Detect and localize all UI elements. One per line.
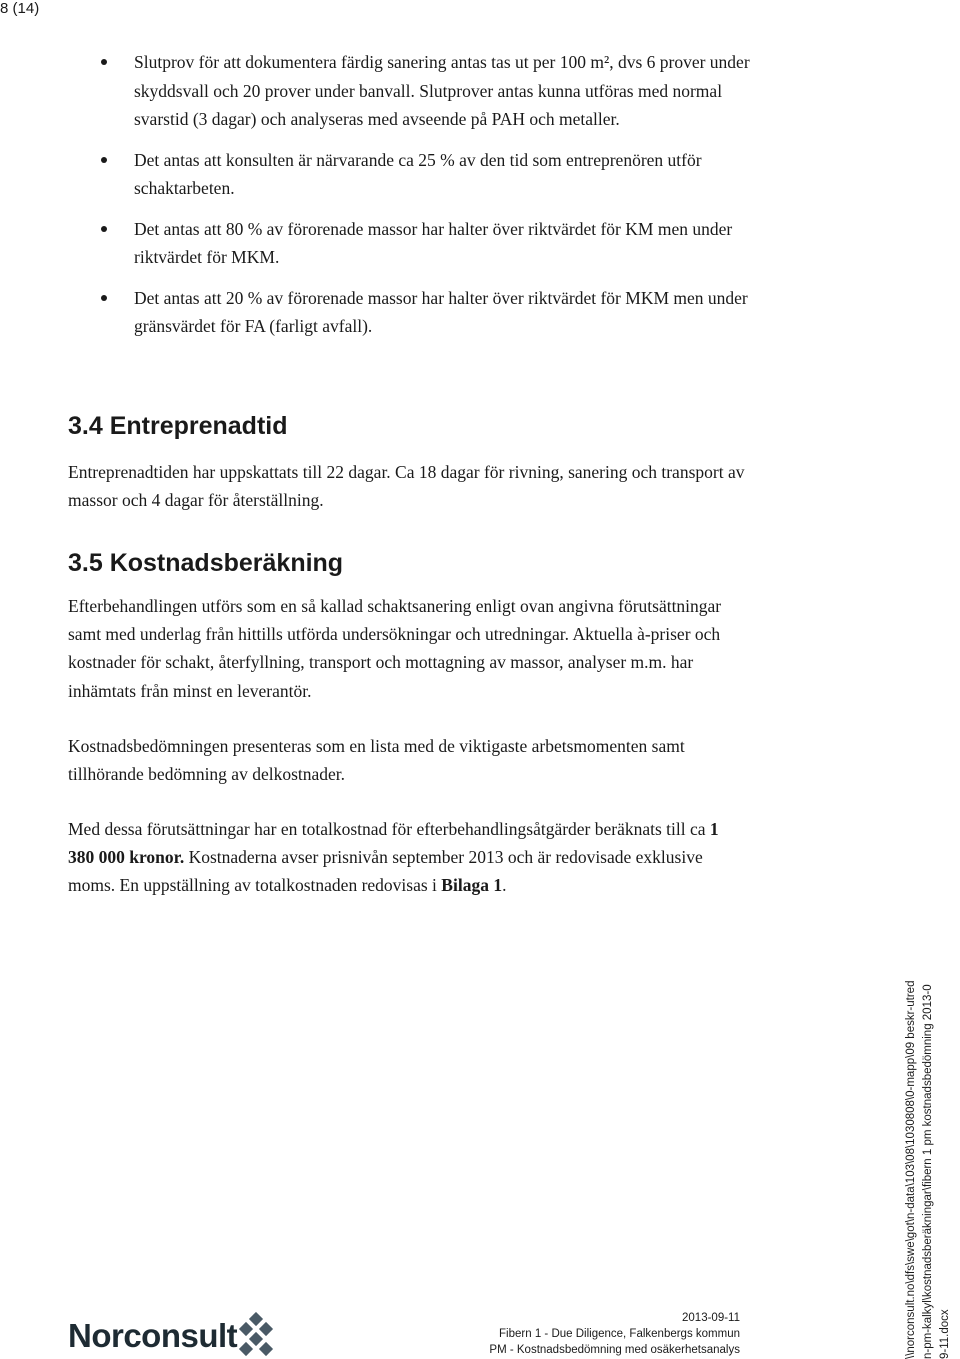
list-item-text: Det antas att 80 % av förorenade massor har halter över riktvärdet för KM men under riktvärdet för MKM. (134, 218, 733, 267)
list-item (94, 146, 754, 203)
list-item (94, 215, 754, 272)
assumption-list (94, 48, 754, 353)
footer-info (470, 1310, 740, 1358)
total-cost-intro: Med dessa förutsättningar har en totalkostnad för efterbehandlingsåtgärder beräknats till ca (68, 819, 710, 839)
bullet-icon (101, 59, 107, 65)
paragraph-total-cost (68, 815, 748, 900)
logo-wordmark: Norconsult (68, 1317, 238, 1354)
footer-project: Fibern 1 - Due Diligence, Falkenbergs kommun (499, 1328, 740, 1340)
paragraph-method: Efterbehandlingen utförs som en så kallad schaktsanering enligt ovan angivna förutsättningar samt med underlag från hittills utförda undersökningar och utredningar. Aktuella à-priser och kostnader för schakt, återfyllning, transport och mottagning av massor, analyser m.m. har inhämtats från minst en leverantör. (68, 596, 722, 701)
sentence-end: . (502, 875, 507, 896)
total-cost-amount: 1 380 000 kronor. (68, 819, 719, 868)
list-item (94, 48, 754, 134)
section-heading-kostnadsberakning: 3.5 Kostnadsberäkning (68, 549, 344, 577)
footer-document: PM - Kostnadsbedömning med osäkerhetsanalys (489, 1344, 740, 1356)
list-item-text: Det antas att 20 % av förorenade massor har halter över riktvärdet för MKM men under gränsvärdet för FA (farligt avfall). (134, 287, 748, 336)
total-cost-details: Kostnaderna avser prisnivån september 2013 och är redovisade exklusive moms. En uppställning av totalkostnaden redovisas i (68, 847, 703, 896)
file-path-container (903, 980, 960, 1359)
list-item (94, 284, 754, 341)
appendix-reference: Bilaga 1 (441, 875, 503, 896)
diamond-logo-icon (236, 1312, 276, 1358)
list-item-text: Slutprov för att dokumentera färdig sanering antas tas ut per 100 m², dvs 6 prover under skyddsvall och 20 prover under banvall. Slutprover antas kunna utföras med normal svarstid (3 dagar) och analyseras med avseende på PAH och metaller. (134, 52, 750, 129)
bullet-icon (101, 226, 107, 232)
paragraph-entreprenadtid: Entreprenadtiden har uppskattats till 22 dagar. Ca 18 dagar för rivning, sanering och transport av massor och 4 dagar för återställning. (68, 462, 745, 511)
paragraph-presentation: Kostnadsbedömningen presenteras som en lista med de viktigaste arbetsmomenten samt tillhörande bedömning av delkostnader. (68, 736, 685, 785)
footer-date: 2013-09-11 (682, 1312, 740, 1324)
section-heading-entreprenadtid: 3.4 Entreprenadtid (68, 412, 288, 440)
page-number: 8 (14) (0, 0, 40, 17)
bullet-icon (101, 295, 107, 301)
list-item-text: Det antas att konsulten är närvarande ca 25 % av den tid som entreprenören utför schaktarbeten. (134, 149, 702, 198)
bullet-icon (101, 157, 107, 163)
file-path: \\norconsult.no\dfs\swe\got\n-data\103\08\1030808\0-mapp\09 beskr-utredn-pm-kalkyl\kostnadsberäkningar\fibern 1 pm kostnadsbedömning 2013-09-11.docx (905, 980, 951, 1359)
